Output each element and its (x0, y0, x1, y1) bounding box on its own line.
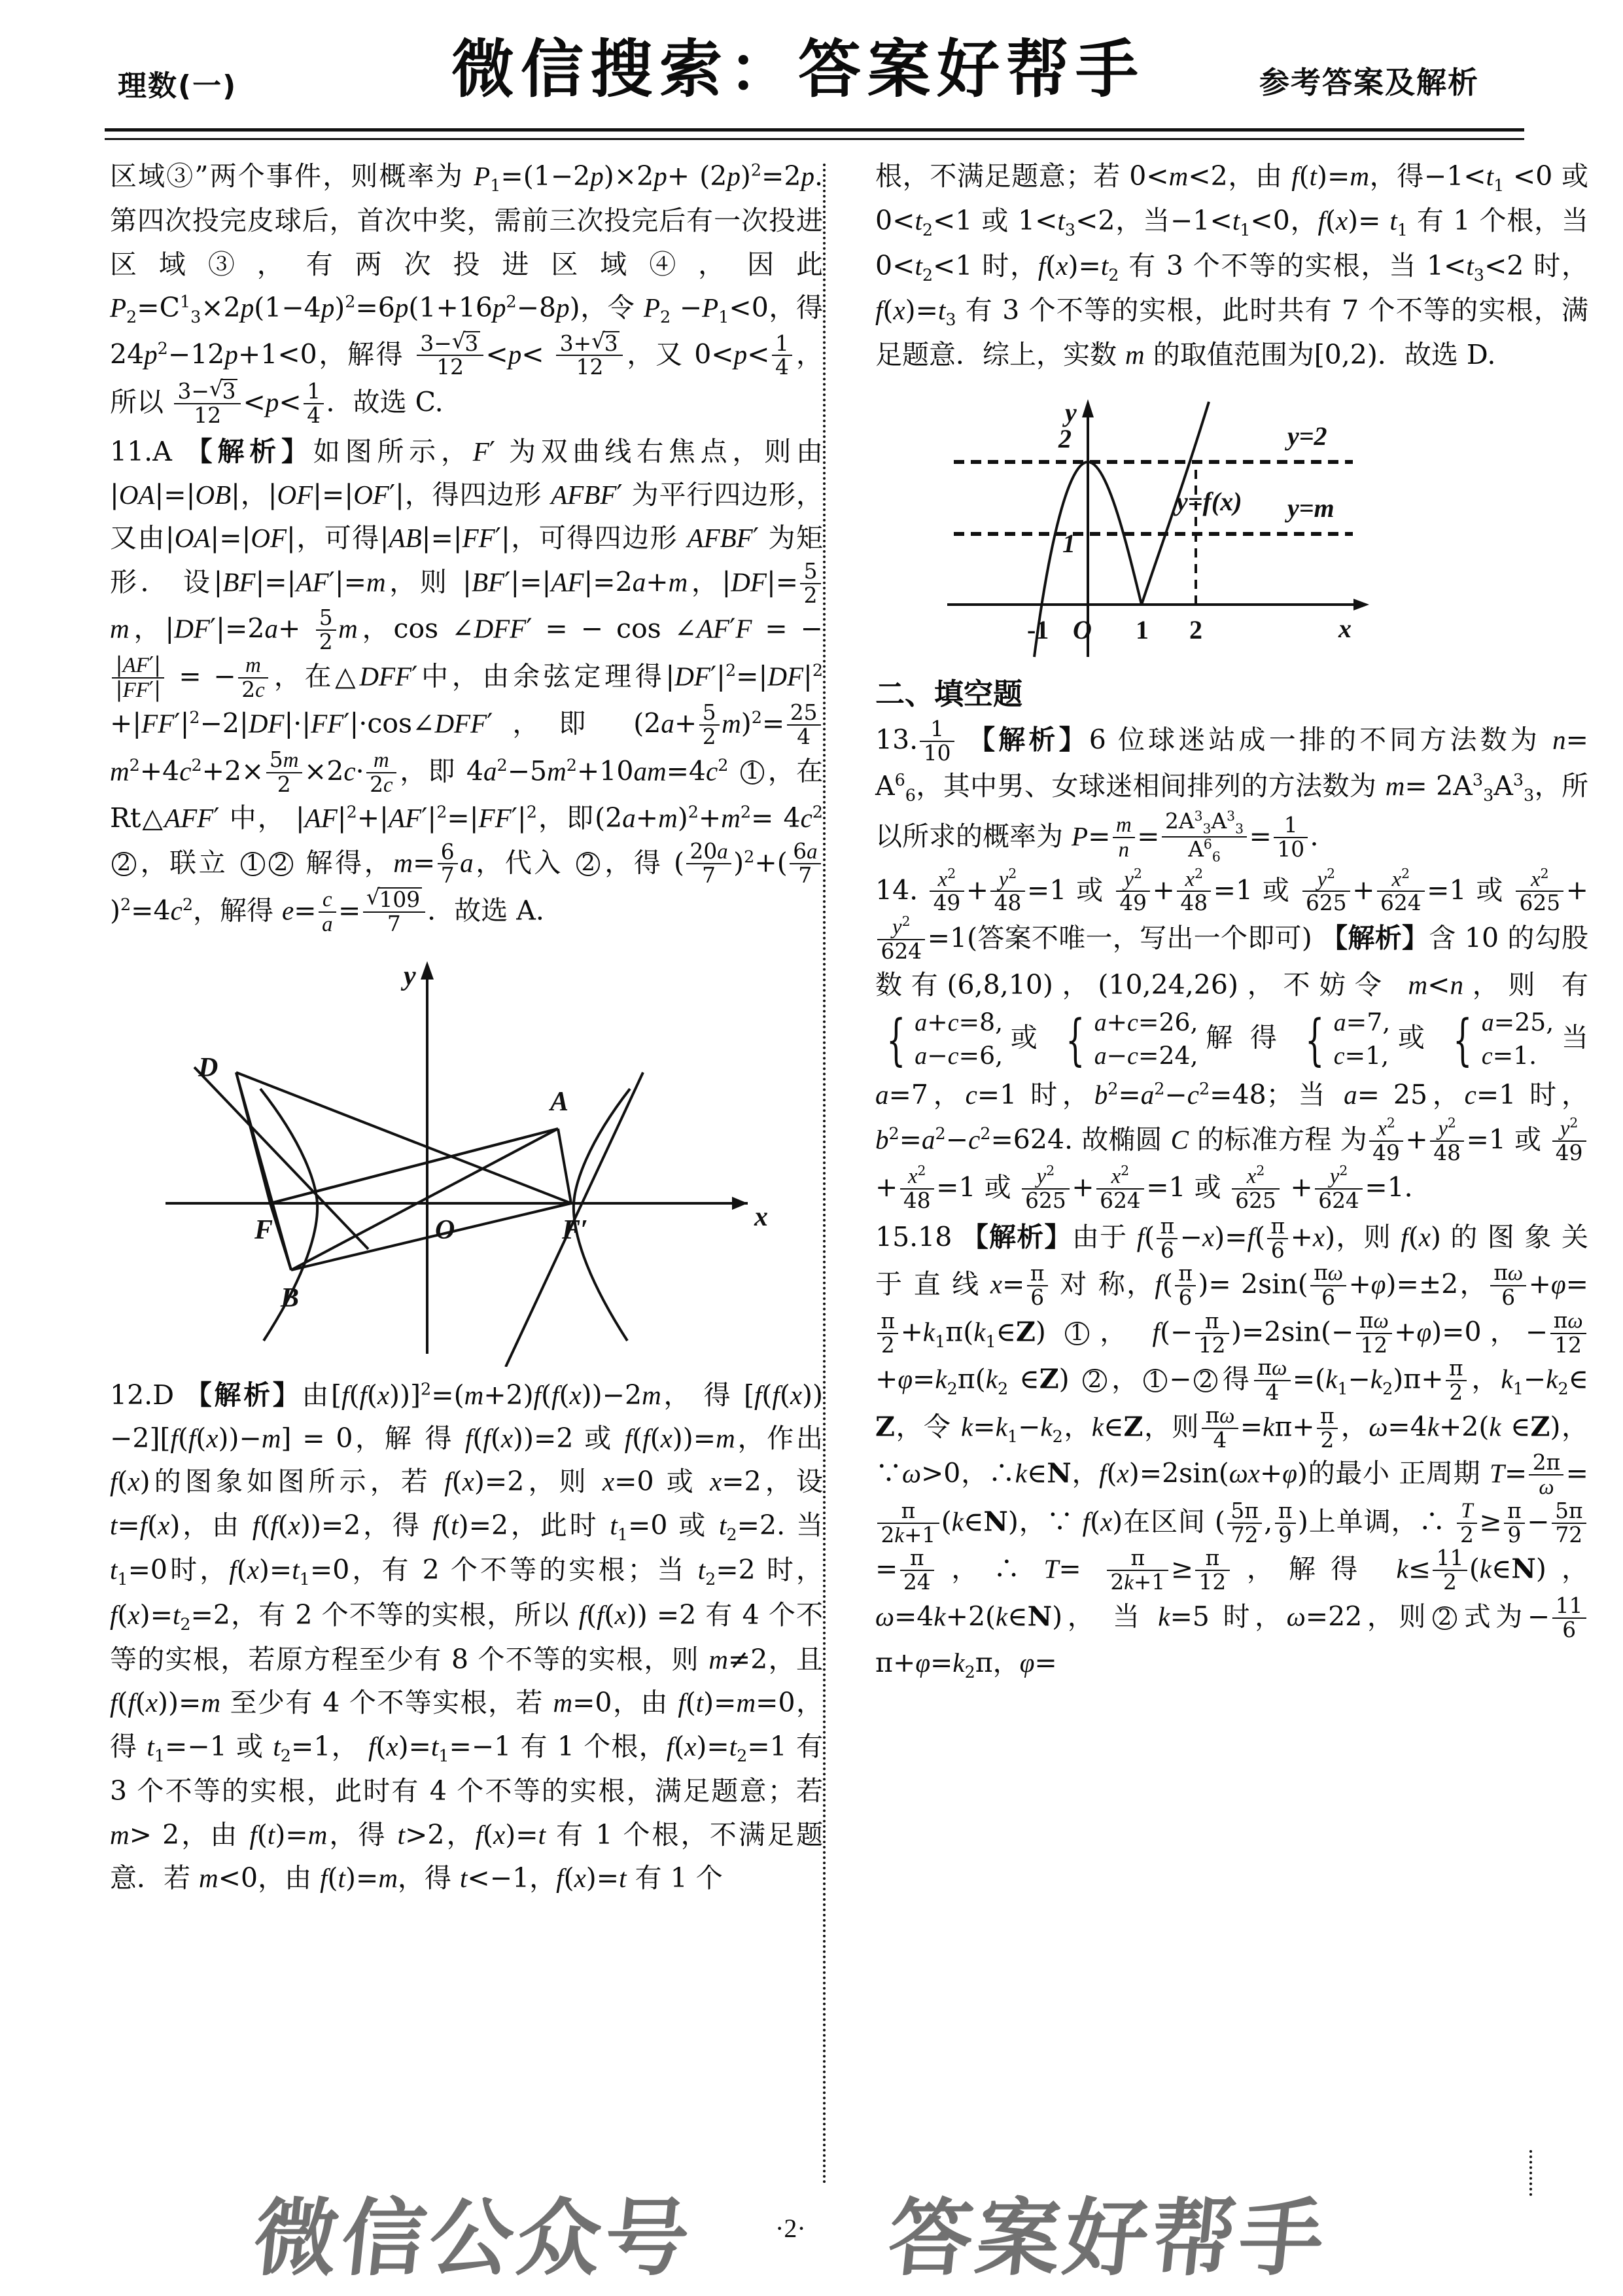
x-axis-arrow (732, 1197, 748, 1210)
q14-system-2: { a+c=26, a−c=24, (1066, 1007, 1198, 1072)
page-number: ·2· (775, 2214, 806, 2243)
segment-A-Fp (558, 1129, 571, 1203)
label-y-axis: y (404, 961, 416, 991)
xtick-neg1: -1 (1027, 614, 1049, 645)
label-Fprime: F′ (562, 1214, 588, 1245)
y-axis-arrow (421, 961, 434, 980)
q12-continuation: 根，不满足题意；若 0<m<2，由 f(t)=m，得$-1<t_1 <0$ 或 $0<t_2<1$ 或 $1<t_3<2$，当$-1<t_1<0$，$f(x)= t_1$ 有 1 个根，当 $0<t_2<1$ 时，$f(x)=t_2$ 有 3 个不等的实根，当 $1<t_3<2$ 时，$f(x)=t_3$ 有 3 个不等的实根，此时共有 7 个不等的实根，满足题意．综上，实数 m 的取值范围为[0,2)．故选 D. (875, 160, 1589, 371)
ytick-1: 1 (1062, 528, 1075, 558)
label-curve-fx: y=f(x) (1176, 486, 1242, 516)
header-left-label: 理数(一) (118, 69, 237, 103)
footer-watermark-left: 微信公众号 (249, 2189, 698, 2287)
xtick-2: 2 (1189, 614, 1202, 645)
label-line-ym: y=m (1287, 493, 1335, 523)
label-x-axis: x (754, 1201, 768, 1232)
q14-system-4: { a=25, c=1. (1453, 1007, 1554, 1072)
q11-solution: 11.A 【解析】如图所示，F′ 为双曲线右焦点，则由 |OA|=|OB|，|OF|=|OF′|，得四边形 AFBF′ 为平行四边形，又由|OA|=|OF|，可得|AB|=|FF′|，可得四边形 AFBF′ 为矩形． 设|BF|=|AF′|=m，则 |BF′|=|AF|=2a+m，|DF|= $\frac{5}{2}$ m，|DF′|=2a+ $\frac{5}{2}$ m，cos ∠DFF′ = − cos ∠AF′F = − $\frac{|AF'|}{|FF'|}$ = − $\frac{m}{2c}$ ，在△DFF′中，由余弦定理得$|DF'|^2=|DF|^2$ $+|FF'|^2-2|DF|\cdot|FF'|\cdot\cos\angle DFF'$，即 (2a+ $\frac{5}{2}$ m)$^2$= $\frac{25}{4}$ $m^2+4c^2+2\times$ $\frac{5m}{2}$ ×2c· $\frac{m}{2c}$ ，即 $4a^2-5m^2+10am=4c^2$ 1 ，在 Rt△AFF′ 中， $|AF|^2+|AF'|^2=|FF'|^2$，即$(2a+m)^2+m^2= 4c^2$ 2 ，联立 1 2 解得，m= $\frac{6}{7}$ a，代入 2 ，得 ( $\frac{20a}{7}$ )$^2$+( $\frac{6a}{7}$ )$^2=4c^2$，解得 e= $\frac{c}{a}$ = √ $\frac{109}{7}$ ．故选 A. (110, 430, 823, 936)
q15-jiexi-label: 【解析】 (961, 1221, 1072, 1253)
ray-through-D (194, 1067, 368, 1249)
xtick-1: 1 (1136, 614, 1149, 645)
label-y-axis: y (1065, 397, 1077, 427)
label-B: B (281, 1282, 300, 1313)
q15-number: 15. (875, 1221, 918, 1253)
q14-solution: 14. $\frac{x^2}{49}$ + $\frac{y^2}{48}$ =1 或 $\frac{y^2}{49}$ + $\frac{x^2}{48}$ =1 或 $\frac{y^2}{625}$ + $\frac{x^2}{624}$ =1 或 $\frac{x^2}{625}$ + $\frac{y^2}{624}$ =1(答案不唯一，写出一个即可) 【解析】含 10 的勾股数有(6,8,10)，(10,24,26)，不妨令 m<n，则 有 { a+c=8, a−c=6, 或 { a+c=26, a−c=24, 解 得 { a=7, c=1, 或 { a=25, c=1. 当 a=7，c=1 时，$b^2=a^2-c^2=48$；当 a= 25，c=1 时，$b^2=a^2-c^2=624$. 故椭圆 C 的标准方程 为 $\frac{x^2}{49}$ + $\frac{y^2}{48}$ =1 或 $\frac{y^2}{49}$ + $\frac{x^2}{48}$ =1 或 $\frac{y^2}{625}$ + $\frac{x^2}{624}$ =1 或 $\frac{x^2}{625}$ + $\frac{y^2}{624}$ =1． (875, 865, 1588, 1214)
q12-solution: 12.D 【解析】由$[f(f(x))]^2=(m+2)f(f(x))-2m$， 得 [f(f(x))−2][f(f(x))−m] = 0，解 得 f(f(x))=2 或 f(f(x))=m，作出 f(x)的图象如图所示，若 f(x)=2，则 x=0 或 x=2，设 t=f(x)，由 f(f(x))=2，得 f(t)=2，此时 $t_1=0$ 或 $t_2=2$. 当 $t_1=0$时，$f(x)=t_1=0$，有 2 个不等的实根；当 $t_2=2$ 时，$f(x)=t_2=2$，有 2 个不等的实根，所以 f(f(x)) =2 有 4 个不等的实根，若原方程至少有 8 个不等的实根，则 m≠2，且 f(f(x))=m 至少有 4 个不等实根，若 m=0，由 f(t)=m=0，得 $t_1=-1$ 或 $t_2=1$， $f(x)=t_1=-1$ 有 1 个根，$f(x)=t_2=1$ 有 3 个不等的实根，此时有 4 个不等的实根，满足题意；若 m> 2，由 f(t)=m，得 t>2，f(x)=t 有 1 个根，不满足题意．若 m<0，由 f(t)=m，得 t<−1，f(x)=t 有 1 个 (110, 1379, 824, 1894)
page-header (0, 0, 1623, 141)
q14-answer-note: (答案不唯一，写出一个即可) (967, 922, 1312, 954)
q10-continuation: 区域③”两个事件，则概率为 $P_1=(1-2p)\times 2p+ (2p)^2=2p$. 第四次投完皮球后，首次中奖，需前三次投完后有一次投进区域③，有两次投进区域④，因此 $P_2=C^1_3\times 2p(1-4p)^2=6p(1+16p^2-8p)$，令 $P_2 -P_1<0$，得 $24p^2-12p+1<0$，解得 $\frac{3- √ 3}{12}$ <p< $\frac{3+ √ 3}{12}$ ，又 0<p< $\frac{1}{4}$ ，所以 $\frac{3- √ 3}{12}$ <p< $\frac{1}{4}$ ．故选 C. (110, 154, 823, 427)
function-graph-svg (934, 389, 1405, 663)
segment-D-F (236, 1072, 270, 1203)
diagonal-1 (270, 1129, 558, 1203)
label-O: O (435, 1214, 455, 1245)
label-F: F (254, 1214, 273, 1245)
q14-number: 14. (875, 874, 918, 906)
column-divider (823, 164, 826, 2185)
q11-answer: A (152, 435, 172, 467)
q13-number: 13. (875, 724, 918, 756)
q12-jiexi-label: 【解析】 (184, 1379, 302, 1411)
q14-jiexi-label: 【解析】 (1321, 922, 1429, 954)
hyperbola-svg (139, 948, 794, 1367)
label-D: D (198, 1052, 218, 1083)
q13-solution: 13. $\frac{1}{10}$ 【解析】6 位球迷站成一排的不同方法数为 $n= A^6_6$，其中男、女球迷相间排列的方法数为 $m= 2A^3_3A^3_3$，所以所求的概率为 P= $\frac{m}{n}$ = $\frac{2A^3_3A^3_3}{A^6_6}$ = $\frac{1}{10}$ ． (875, 716, 1589, 865)
label-line-y2: y=2 (1287, 421, 1327, 451)
header-rule (105, 128, 1524, 140)
q13-jiexi-label: 【解析】 (968, 724, 1089, 756)
q11-number: 11. (110, 435, 153, 467)
x-axis-arrow (1353, 599, 1369, 610)
q11-jiexi-label: 【解析】 (185, 435, 313, 467)
ytick-2: 2 (1058, 423, 1072, 453)
right-edge-dotted-marker (1529, 2150, 1532, 2196)
label-A: A (550, 1086, 569, 1117)
q12-answer: D (152, 1379, 175, 1411)
q12-function-graph-figure (934, 389, 1405, 663)
header-center-watermark: 微信搜索：答案好帮手 (451, 32, 1145, 106)
header-right-label: 参考答案及解析 (1259, 65, 1479, 100)
xtick-O: O (1073, 614, 1092, 645)
q11-hyperbola-figure (139, 948, 794, 1367)
left-column (110, 154, 823, 1902)
q14-system-3: { a=7, c=1, (1305, 1007, 1391, 1072)
label-x-axis: x (1338, 613, 1352, 643)
right-column (875, 154, 1588, 1689)
y-axis-arrow (1082, 399, 1094, 417)
footer-watermark-right: 答案好帮手 (883, 2189, 1333, 2287)
q15-solution: 15.18 【解析】由于 f( $\frac{\pi}{6}$ −x)=f( $\frac{\pi}{6}$ +x)，则 f(x) 的 图 象 关 于 直 线 x= $\frac{\pi}{6}$ 对 称，f( $\frac{\pi}{6}$ )= 2sin( $\frac{\pi\omega}{6}$ +φ)=±2， $\frac{\pi\omega}{6}$ +φ= $\frac{\pi}{2}$ $+k_1\pi(k_1\in Z)$ 1 ， f(− $\frac{\pi}{12}$ )=2sin(− $\frac{\pi\omega}{12}$ +φ)=0，− $\frac{\pi\omega}{12}$ $+\varphi=k_2\pi(k_2$ ∈Z) 2 ， 1 − 2 得 $\frac{\pi\omega}{4}$ $=(k_1-k_2)\pi+$ $\frac{\pi}{2}$ ，$k_1-k_2\in$ Z，令 $k=k_1-k_2$，k∈Z，则 $\frac{\pi\omega}{4}$ =kπ+ $\frac{\pi}{2}$ ，ω=4k+2(k ∈Z)，∵ω>0，∴k∈N，f(x)=2sin(ωx+φ)的最小 正周期 T= $\frac{2\pi}{\omega}$ = $\frac{\pi}{2k+1}$ (k∈N)，∵ f(x)在区间 ( $\frac{5\pi}{72}$ , $\frac{\pi}{9}$ )上单调，∴ $\frac{T}{2}$ ≥ $\frac{\pi}{9}$ − $\frac{5\pi}{72}$ = $\frac{\pi}{24}$ ，∴ T= $\frac{\pi}{2k+1}$ ≥ $\frac{\pi}{12}$ ，解得 k≤ $\frac{11}{2}$ (k∈N)，ω=4k+2(k∈N)， 当 k=5 时，ω=22，则 2 式为− $\frac{11}{6}$ $\pi+\varphi=k_2\pi$，φ= (875, 1213, 1588, 1682)
q14-system-1: { a+c=8, a−c=6, (886, 1007, 1003, 1072)
q15-answer: 18 (918, 1221, 952, 1253)
diagonal-B-A (291, 1129, 558, 1270)
q12-number: 12. (110, 1379, 153, 1411)
section-title-fill-in-blank: 二、填空题 (875, 676, 1023, 711)
